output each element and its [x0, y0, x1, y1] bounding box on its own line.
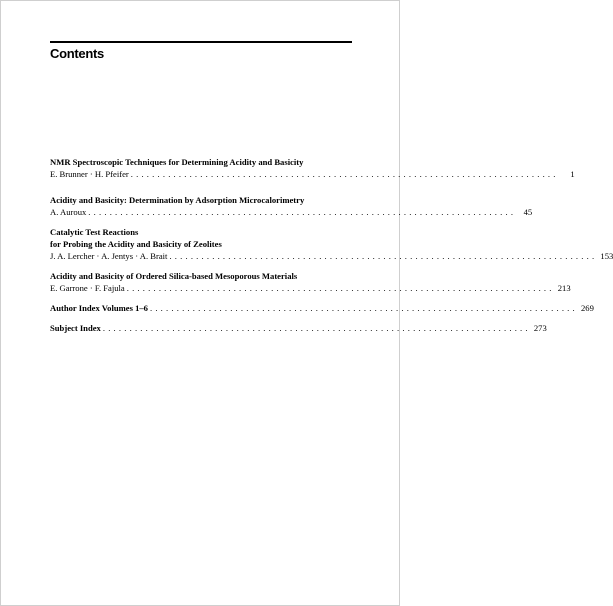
contents-heading: Contents [50, 46, 104, 61]
entry-page-number: 153 [600, 251, 613, 261]
entry-authors: J. A. Lercher · A. Jentys · A. Brait [50, 251, 168, 261]
dot-leader: ................................................................................ [88, 207, 517, 217]
index-page-number: 269 [580, 303, 594, 313]
dot-leader: ................................................................................ [130, 169, 559, 179]
entry-title-line-1: Catalytic Test Reactions [50, 227, 139, 237]
dot-leader: ................................................................................ [149, 303, 578, 313]
index-page-number: 273 [533, 323, 547, 333]
entry-authors: A. Auroux [50, 207, 87, 217]
author-index-entry [50, 302, 594, 314]
entry-page-number: 1 [570, 169, 575, 179]
entry-author-line [50, 206, 533, 218]
entry-title: Acidity and Basicity of Ordered Silica-based Mesoporous Materials [50, 271, 298, 281]
entry-authors: E. Brunner · H. Pfeifer [50, 169, 129, 179]
entry-author-line [50, 168, 575, 180]
toc-entry [50, 226, 613, 262]
dot-leader: ................................................................................ [169, 251, 598, 261]
dot-leader: ................................................................................ [102, 323, 531, 333]
entry-title: NMR Spectroscopic Techniques for Determining Acidity and Basicity [50, 157, 304, 167]
dot-leader: ................................................................................ [126, 283, 555, 293]
table-of-contents [50, 156, 613, 334]
index-label: Author Index Volumes 1–6 [50, 303, 148, 313]
entry-page-number: 213 [557, 283, 571, 293]
index-label: Subject Index [50, 323, 101, 333]
entry-author-line [50, 250, 613, 262]
toc-entry [50, 270, 571, 294]
entry-title-line-2: for Probing the Acidity and Basicity of Zeolites [50, 239, 222, 249]
top-rule [50, 41, 352, 43]
entry-page-number: 45 [523, 207, 533, 217]
entry-author-line [50, 282, 571, 294]
toc-entry [50, 156, 575, 180]
toc-entry [50, 194, 533, 218]
entry-title: Acidity and Basicity: Determination by Adsorption Microcalorimetry [50, 195, 305, 205]
entry-authors: E. Garrone · F. Fajula [50, 283, 125, 293]
subject-index-entry [50, 322, 547, 334]
